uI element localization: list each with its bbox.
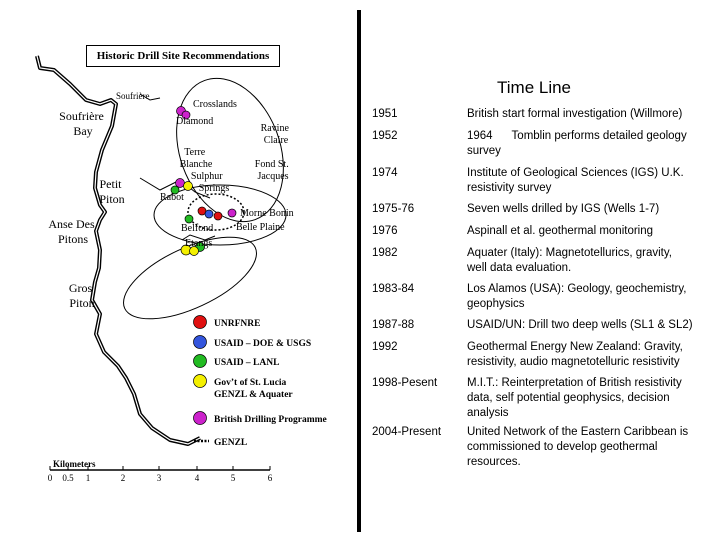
timeline-year: 2004-Present (372, 426, 442, 438)
label-ravine-claire: Ravine Claire (260, 123, 289, 146)
label-rabot: Rabot (160, 192, 184, 203)
label-petit-piton: Petit Piton (99, 177, 125, 206)
scale-tick-label: 0 (47, 473, 53, 483)
label-soufriere-bay: Soufrière Bay (59, 109, 104, 138)
legend-label-usaid-lanl: USAID – LANL (214, 358, 280, 368)
drill-site-usgs-1 (205, 210, 213, 218)
label-etangs: Etangs (185, 238, 213, 249)
timeline-year: 1998-Pesent (372, 377, 438, 389)
timeline-description: British start formal investigation (Willmore) (467, 108, 683, 120)
timeline-title: Time Line (497, 78, 572, 97)
timeline-year: 1952 (372, 130, 398, 142)
timeline-year: 1975-76 (372, 203, 415, 215)
timeline-year: 1976 (372, 225, 398, 237)
scale-tick-label: 4 (194, 473, 200, 483)
legend-marker-usaid-doe-usgs (194, 336, 207, 349)
timeline-year: 1987-88 (372, 319, 415, 331)
timeline-description: Institute of Geological Sciences (IGS) U.K. resistivity survey (467, 167, 684, 194)
scale-bar (48, 459, 273, 483)
legend-label-unrfnre: UNRFNRE (214, 319, 261, 329)
timeline-description: Seven wells drilled by IGS (Wells 1-7) (467, 203, 660, 215)
legend-marker-british-drilling (194, 412, 207, 425)
label-morne-bonin: Morne Bonin (240, 208, 294, 219)
scale-title: Kilometers (53, 459, 96, 469)
legend-marker-unrfnre (194, 316, 207, 329)
label-gros-piton: Gros Piton (68, 281, 95, 310)
label-belle-plaine: Belle Plaine (236, 222, 285, 233)
label-diamond: Diamond (176, 116, 214, 127)
timeline-description: USAID/UN: Drill two deep wells (SL1 & SL2) (467, 319, 693, 331)
legend-label-usaid-doe-usgs: USAID – DOE & USGS (214, 339, 312, 349)
map-title: Historic Drill Site Recommendations (96, 50, 270, 62)
label-anse-des-pitons: Anse Des Pitons (48, 217, 95, 246)
drill-site-lanl-2 (185, 215, 193, 223)
timeline-description: M.I.T.: Reinterpretation of British resistivity data, self potential geophysics, decision analysis (467, 377, 682, 419)
timeline-year: 1974 (372, 167, 398, 179)
timeline-year: 1992 (372, 341, 398, 353)
timeline-description: Aquater (Italy): Magnetotellurics, gravity, well data evaluation. (467, 247, 672, 274)
label-soufriere-town: Soufrière (116, 91, 150, 101)
scale-tick-label: 6 (267, 473, 273, 483)
drill-site-british-4 (228, 209, 236, 217)
label-belfond: Belfond (181, 223, 214, 234)
label-crosslands: Crosslands (193, 99, 237, 110)
legend-label-british-drilling: British Drilling Programme (214, 415, 327, 425)
timeline-description: United Network of the Eastern Caribbean is commissioned to develop geothermal resources. (467, 426, 689, 468)
legend-marker-usaid-lanl (194, 355, 207, 368)
timeline-description: Geothermal Energy New Zealand: Gravity, resistivity, audio magnetotelluric resistivity (467, 341, 683, 368)
timeline-description: Aspinall et al. geothermal monitoring (467, 225, 654, 237)
scale-tick-label: 2 (120, 473, 126, 483)
timeline-description: Los Alamos (USA): Geology, geochemistry, geophysics (467, 283, 687, 310)
timeline-year: 1951 (372, 108, 398, 120)
timeline-year: 1982 (372, 247, 398, 259)
legend-marker-govt-genzl-aquater (194, 375, 207, 388)
scale-tick-label: 3 (156, 473, 162, 483)
scale-tick-label: 1 (85, 473, 91, 483)
legend-label-genzl: GENZL (214, 438, 248, 448)
map-title-box (86, 45, 280, 67)
scale-tick-label: 0.5 (62, 473, 74, 483)
label-fond-st-jacques: Fond St. Jacques (254, 159, 289, 182)
legend (194, 316, 327, 449)
drill-site-unrfnre-2 (214, 212, 222, 220)
timeline-description: 1964 Tomblin performs detailed geology survey (467, 130, 687, 157)
legend-label-govt-genzl-aquater: Gov’t of St. Lucia GENZL & Aquater (214, 378, 293, 400)
scale-tick-label: 5 (230, 473, 236, 483)
drill-site-govt-1 (184, 182, 193, 191)
label-sulphur-springs: Sulphur Springs (190, 171, 230, 194)
label-terre-blanche: Terre Blanche (179, 147, 213, 170)
timeline-year: 1983-84 (372, 283, 415, 295)
